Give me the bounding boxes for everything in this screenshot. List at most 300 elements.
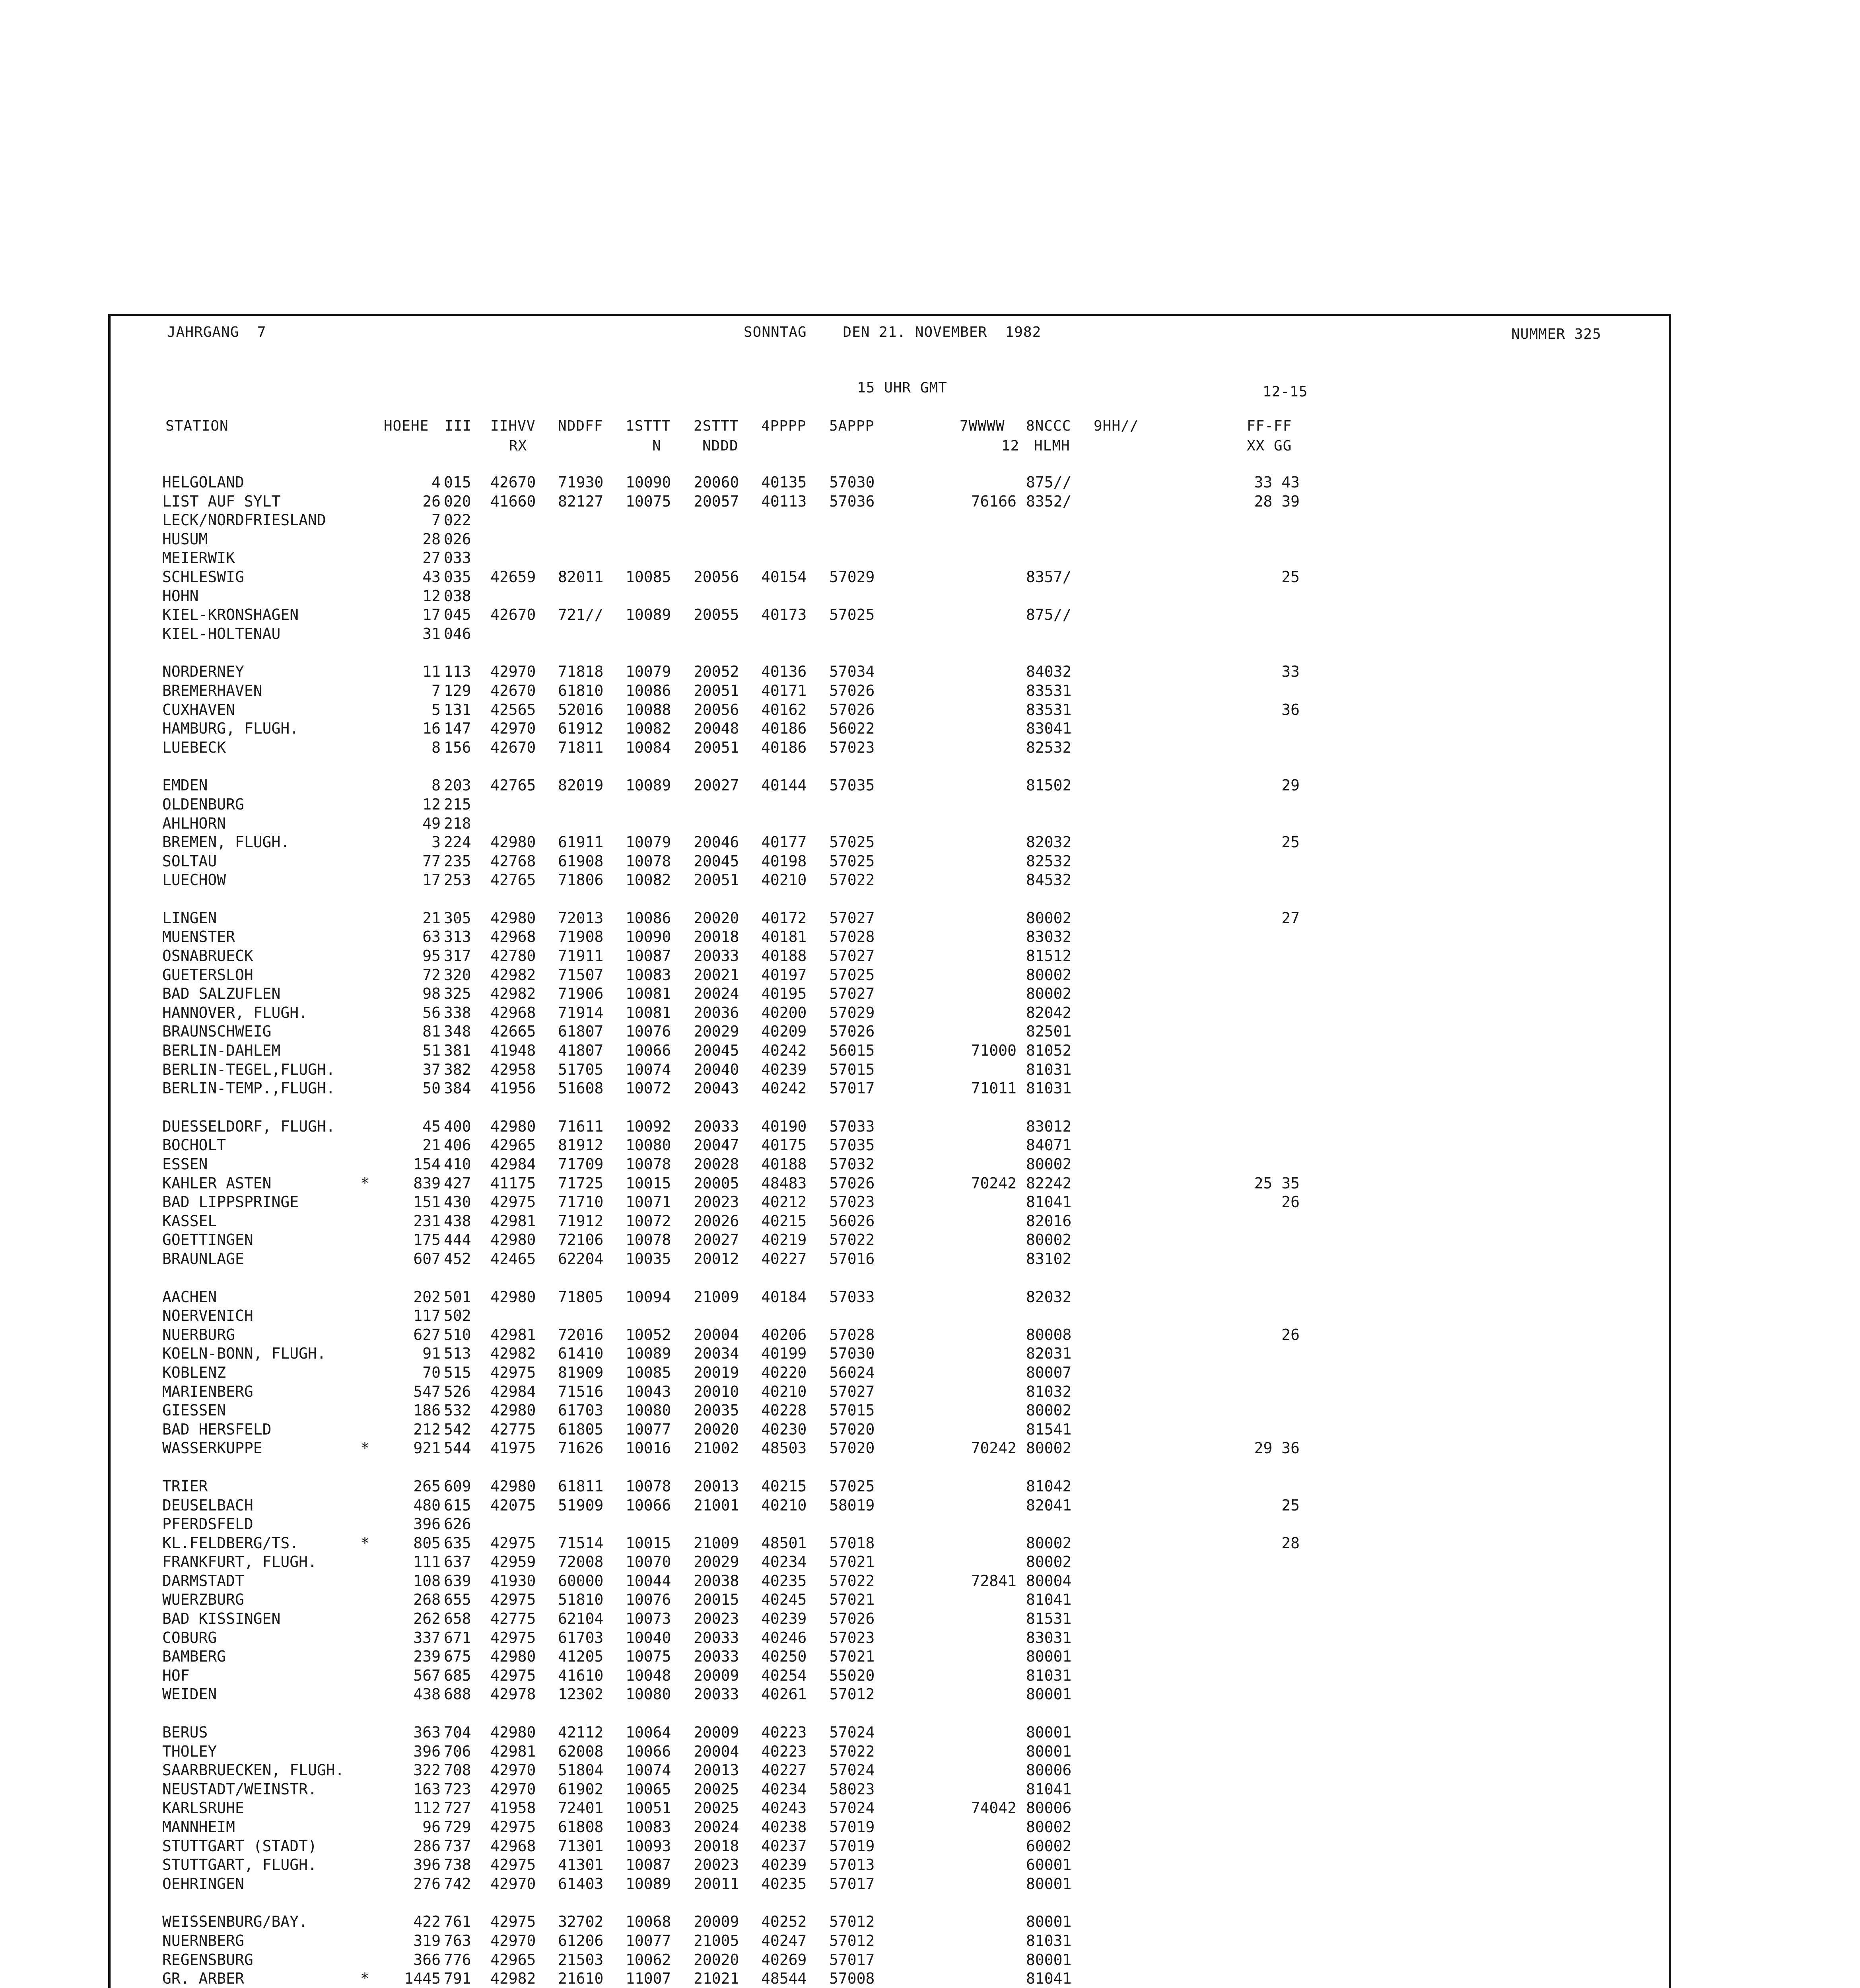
- 8nccc-group: 82031: [1026, 1345, 1072, 1363]
- col-hoehe-header: HOEHE: [384, 418, 429, 434]
- 1sttt-group: 10088: [626, 701, 671, 718]
- 7wwww-group: 70242: [971, 1174, 1016, 1192]
- table-row: [162, 511, 1475, 530]
- elevation: 396: [413, 1742, 441, 1760]
- station-index: 544: [444, 1439, 471, 1457]
- ff-gust-group: 25 35: [1254, 1174, 1300, 1192]
- elevation: 202: [413, 1288, 441, 1306]
- 5appp-group: 57022: [829, 871, 875, 889]
- 7wwww-group: 71011: [971, 1079, 1016, 1097]
- station-name: BREMEN, FLUGH.: [162, 833, 290, 851]
- iihvv-group: 42980: [490, 909, 536, 927]
- station-name: HOHN: [162, 587, 199, 605]
- station-index: 430: [444, 1193, 471, 1211]
- 8nccc-group: 60001: [1026, 1856, 1072, 1874]
- 2sttt-group: 20004: [694, 1326, 739, 1343]
- mountain-station-mark: *: [360, 1534, 369, 1552]
- ff-gust-group: 26: [1281, 1193, 1300, 1211]
- table-row: [162, 662, 1475, 681]
- station-group: [162, 662, 1475, 757]
- 1sttt-group: 10087: [626, 1856, 671, 1874]
- 2sttt-group: 20051: [694, 738, 739, 756]
- table-row: [162, 568, 1475, 587]
- iihvv-group: 42659: [490, 568, 536, 586]
- iihvv-group: 42670: [490, 474, 536, 491]
- station-name: HOF: [162, 1666, 190, 1684]
- 8nccc-group: 81512: [1026, 947, 1072, 965]
- 8nccc-group: 82016: [1026, 1212, 1072, 1230]
- 2sttt-group: 20021: [694, 966, 739, 984]
- iihvv-group: 41660: [490, 492, 536, 510]
- iihvv-group: 41175: [490, 1174, 536, 1192]
- station-name: REGENSBURG: [162, 1951, 253, 1969]
- elevation: 567: [413, 1666, 441, 1684]
- nddff-group: 72106: [558, 1231, 604, 1249]
- station-group: [162, 776, 1475, 890]
- table-row: [162, 1477, 1475, 1496]
- 4pppp-group: 40136: [761, 663, 807, 681]
- jahrgang-label: JAHRGANG 7: [167, 324, 266, 340]
- 2sttt-group: 21009: [694, 1288, 739, 1306]
- station-name: LUECHOW: [162, 871, 226, 889]
- 8nccc-group: 80002: [1026, 1553, 1072, 1571]
- 1sttt-group: 10052: [626, 1326, 671, 1343]
- 2sttt-group: 20043: [694, 1079, 739, 1097]
- station-name: WASSERKUPPE: [162, 1439, 262, 1457]
- table-row: [162, 1742, 1475, 1761]
- 5appp-group: 57027: [829, 909, 875, 927]
- table-row: [162, 625, 1475, 644]
- 5appp-group: 57036: [829, 492, 875, 510]
- 5appp-group: 57012: [829, 1913, 875, 1931]
- station-name: HAMBURG, FLUGH.: [162, 720, 299, 738]
- 4pppp-group: 40181: [761, 928, 807, 946]
- table-row: [162, 1666, 1475, 1685]
- nddff-group: 61410: [558, 1345, 604, 1363]
- iihvv-group: 42775: [490, 1610, 536, 1628]
- station-index: 235: [444, 852, 471, 870]
- station-name: MUENSTER: [162, 928, 235, 946]
- 1sttt-group: 10089: [626, 1345, 671, 1363]
- ff-gust-group: 26: [1281, 1326, 1300, 1343]
- col-iihvv-sub: RX: [509, 438, 527, 454]
- table-row: [162, 1761, 1475, 1780]
- iihvv-group: 41975: [490, 1439, 536, 1457]
- 4pppp-group: 40199: [761, 1345, 807, 1363]
- table-row: [162, 1969, 1475, 1988]
- observation-time: 15 UHR GMT: [857, 380, 947, 396]
- iihvv-group: 42975: [490, 1629, 536, 1646]
- table-row: [162, 1799, 1475, 1818]
- nddff-group: 61810: [558, 681, 604, 699]
- ff-gust-group: 36: [1281, 701, 1300, 718]
- 1sttt-group: 10015: [626, 1534, 671, 1552]
- 8nccc-group: 81541: [1026, 1420, 1072, 1438]
- station-index: 510: [444, 1326, 471, 1343]
- elevation: 21: [422, 909, 441, 927]
- station-name: PFERDSFELD: [162, 1515, 253, 1533]
- 8nccc-group: 80002: [1026, 1402, 1072, 1419]
- nddff-group: 61912: [558, 720, 604, 738]
- 1sttt-group: 10082: [626, 720, 671, 738]
- station-name: HANNOVER, FLUGH.: [162, 1004, 308, 1021]
- elevation: 70: [422, 1363, 441, 1381]
- station-index: 706: [444, 1742, 471, 1760]
- station-index: 761: [444, 1913, 471, 1931]
- table-row: [162, 1439, 1475, 1458]
- nddff-group: 61902: [558, 1780, 604, 1798]
- 5appp-group: 56022: [829, 720, 875, 738]
- issue-number: NUMMER 325: [1511, 326, 1602, 342]
- nddff-group: 71710: [558, 1193, 604, 1211]
- iihvv-group: 42980: [490, 1402, 536, 1419]
- col-iihvv-header: IIHVV: [490, 418, 536, 434]
- 8nccc-group: 80002: [1026, 909, 1072, 927]
- 8nccc-group: 84071: [1026, 1136, 1072, 1154]
- elevation: 231: [413, 1212, 441, 1230]
- iihvv-group: 42975: [490, 1193, 536, 1211]
- col-1sttt-header: 1STTT: [626, 418, 671, 434]
- 5appp-group: 57025: [829, 1477, 875, 1495]
- 5appp-group: 57022: [829, 1231, 875, 1249]
- 5appp-group: 57033: [829, 1288, 875, 1306]
- 1sttt-group: 10084: [626, 738, 671, 756]
- 1sttt-group: 10090: [626, 474, 671, 491]
- iihvv-group: 42970: [490, 1761, 536, 1779]
- table-row: [162, 1534, 1475, 1553]
- elevation: 45: [422, 1117, 441, 1135]
- 8nccc-group: 83102: [1026, 1250, 1072, 1268]
- table-row: [162, 871, 1475, 890]
- 5appp-group: 57024: [829, 1761, 875, 1779]
- 2sttt-group: 20029: [694, 1023, 739, 1041]
- nddff-group: 61808: [558, 1818, 604, 1836]
- station-index: 685: [444, 1666, 471, 1684]
- ff-gust-group: 33 43: [1254, 474, 1300, 491]
- station-name: TRIER: [162, 1477, 208, 1495]
- 8nccc-group: 80001: [1026, 1742, 1072, 1760]
- nddff-group: 71911: [558, 947, 604, 965]
- 4pppp-group: 40210: [761, 1496, 807, 1514]
- station-name: LINGEN: [162, 909, 217, 927]
- 4pppp-group: 40239: [761, 1610, 807, 1628]
- 8nccc-group: 81042: [1026, 1477, 1072, 1495]
- table-row: [162, 1382, 1475, 1402]
- nddff-group: 82127: [558, 492, 604, 510]
- 2sttt-group: 20023: [694, 1193, 739, 1211]
- 8nccc-group: 80001: [1026, 1951, 1072, 1969]
- station-index: 203: [444, 777, 471, 794]
- station-name: BAMBERG: [162, 1648, 226, 1666]
- iihvv-group: 41948: [490, 1042, 536, 1060]
- 1sttt-group: 10083: [626, 1818, 671, 1836]
- 5appp-group: 57023: [829, 1629, 875, 1646]
- station-index: 113: [444, 663, 471, 681]
- 4pppp-group: 40235: [761, 1572, 807, 1590]
- 1sttt-group: 10081: [626, 1004, 671, 1021]
- 2sttt-group: 20024: [694, 1818, 739, 1836]
- iihvv-group: 42975: [490, 1818, 536, 1836]
- elevation: 1445: [404, 1970, 441, 1988]
- station-name: BRAUNSCHWEIG: [162, 1023, 272, 1041]
- 1sttt-group: 10016: [626, 1439, 671, 1457]
- 1sttt-group: 10079: [626, 833, 671, 851]
- nddff-group: 71930: [558, 474, 604, 491]
- station-index: 022: [444, 511, 471, 529]
- 5appp-group: 57008: [829, 1970, 875, 1988]
- table-row: [162, 1363, 1475, 1382]
- station-name: AACHEN: [162, 1288, 217, 1306]
- ff-gust-group: 33: [1281, 663, 1300, 681]
- nddff-group: 61908: [558, 852, 604, 870]
- table-row: [162, 1022, 1475, 1041]
- col-1sttt-sub: N: [652, 438, 661, 454]
- station-index: 406: [444, 1136, 471, 1154]
- 2sttt-group: 20027: [694, 777, 739, 794]
- station-name: HUSUM: [162, 530, 208, 548]
- 4pppp-group: 40254: [761, 1666, 807, 1684]
- 5appp-group: 57021: [829, 1648, 875, 1666]
- 1sttt-group: 10066: [626, 1042, 671, 1060]
- iihvv-group: 42980: [490, 1117, 536, 1135]
- station-table: [162, 473, 1475, 1988]
- station-index: 026: [444, 530, 471, 548]
- 4pppp-group: 40234: [761, 1780, 807, 1798]
- station-name: THOLEY: [162, 1742, 217, 1760]
- 2sttt-group: 20047: [694, 1136, 739, 1154]
- iihvv-group: 41956: [490, 1079, 536, 1097]
- 8nccc-group: 83531: [1026, 701, 1072, 718]
- 1sttt-group: 10065: [626, 1780, 671, 1798]
- table-row: [162, 719, 1475, 738]
- table-row: [162, 1288, 1475, 1307]
- 5appp-group: 57027: [829, 947, 875, 965]
- station-index: 382: [444, 1060, 471, 1078]
- iihvv-group: 42465: [490, 1250, 536, 1268]
- station-index: 635: [444, 1534, 471, 1552]
- 4pppp-group: 40238: [761, 1818, 807, 1836]
- nddff-group: 21503: [558, 1951, 604, 1969]
- 4pppp-group: 40252: [761, 1913, 807, 1931]
- table-row: [162, 1231, 1475, 1250]
- table-row: [162, 1951, 1475, 1970]
- iihvv-group: 42981: [490, 1742, 536, 1760]
- 2sttt-group: 20033: [694, 1685, 739, 1703]
- station-name: BERUS: [162, 1724, 208, 1741]
- table-row: [162, 1326, 1475, 1345]
- 5appp-group: 57019: [829, 1837, 875, 1855]
- 8nccc-group: 8357/: [1026, 568, 1072, 586]
- 1sttt-group: 10064: [626, 1724, 671, 1741]
- ff-gust-group: 29 36: [1254, 1439, 1300, 1457]
- iihvv-group: 42670: [490, 606, 536, 624]
- station-index: 224: [444, 833, 471, 851]
- iihvv-group: 42765: [490, 777, 536, 794]
- 1sttt-group: 10081: [626, 985, 671, 1003]
- table-row: [162, 1609, 1475, 1629]
- station-name: OEHRINGEN: [162, 1875, 244, 1893]
- table-row: [162, 701, 1475, 720]
- station-name: BAD SALZUFLEN: [162, 985, 281, 1003]
- 5appp-group: 57029: [829, 568, 875, 586]
- table-row: [162, 473, 1475, 492]
- station-name: WEIDEN: [162, 1685, 217, 1703]
- station-name: KAHLER ASTEN: [162, 1174, 272, 1192]
- elevation: 8: [431, 738, 441, 756]
- 5appp-group: 57023: [829, 738, 875, 756]
- table-row: [162, 966, 1475, 985]
- 2sttt-group: 20051: [694, 871, 739, 889]
- col-station-header: STATION: [165, 418, 229, 434]
- nddff-group: 71914: [558, 1004, 604, 1021]
- 8nccc-group: 80001: [1026, 1724, 1072, 1741]
- station-index: 444: [444, 1231, 471, 1249]
- table-row: [162, 1647, 1475, 1666]
- 5appp-group: 57016: [829, 1250, 875, 1268]
- 5appp-group: 57017: [829, 1951, 875, 1969]
- 4pppp-group: 40239: [761, 1060, 807, 1078]
- col-ff-sub: XX GG: [1247, 438, 1292, 454]
- station-name: KL.FELDBERG/TS.: [162, 1534, 299, 1552]
- station-index: 033: [444, 549, 471, 567]
- table-row: [162, 1307, 1475, 1326]
- 2sttt-group: 20036: [694, 1004, 739, 1021]
- 8nccc-group: 83012: [1026, 1117, 1072, 1135]
- 1sttt-group: 10075: [626, 1648, 671, 1666]
- station-index: 729: [444, 1818, 471, 1836]
- station-group: [162, 1288, 1475, 1458]
- iihvv-group: 42980: [490, 1648, 536, 1666]
- table-row: [162, 1572, 1475, 1591]
- station-name: WUERZBURG: [162, 1591, 244, 1609]
- 5appp-group: 57026: [829, 701, 875, 718]
- iihvv-group: 42981: [490, 1326, 536, 1343]
- elevation: 239: [413, 1648, 441, 1666]
- elevation: 81: [422, 1023, 441, 1041]
- nddff-group: 41807: [558, 1042, 604, 1060]
- elevation: 17: [422, 606, 441, 624]
- station-index: 129: [444, 681, 471, 699]
- 4pppp-group: 40237: [761, 1837, 807, 1855]
- station-index: 723: [444, 1780, 471, 1798]
- 4pppp-group: 40261: [761, 1685, 807, 1703]
- 7wwww-group: 72841: [971, 1572, 1016, 1590]
- station-index: 381: [444, 1042, 471, 1060]
- iihvv-group: 42981: [490, 1212, 536, 1230]
- 5appp-group: 55020: [829, 1666, 875, 1684]
- 2sttt-group: 20028: [694, 1155, 739, 1173]
- station-index: 675: [444, 1648, 471, 1666]
- station-name: BERLIN-TEMP.,FLUGH.: [162, 1079, 335, 1097]
- station-name: BAD HERSFELD: [162, 1420, 272, 1438]
- 4pppp-group: 40200: [761, 1004, 807, 1021]
- station-name: BRAUNLAGE: [162, 1250, 244, 1268]
- 2sttt-group: 20020: [694, 909, 739, 927]
- elevation: 98: [422, 985, 441, 1003]
- elevation: 63: [422, 928, 441, 946]
- table-row: [162, 1155, 1475, 1174]
- 5appp-group: 57030: [829, 1345, 875, 1363]
- iihvv-group: 42075: [490, 1496, 536, 1514]
- nddff-group: 71908: [558, 928, 604, 946]
- nddff-group: 71709: [558, 1155, 604, 1173]
- 5appp-group: 57025: [829, 966, 875, 984]
- 2sttt-group: 20045: [694, 1042, 739, 1060]
- station-name: ESSEN: [162, 1155, 208, 1173]
- table-row: [162, 1875, 1475, 1894]
- col-8nccc-sub: HLMH: [1034, 438, 1070, 454]
- nddff-group: 21610: [558, 1970, 604, 1988]
- iihvv-group: 42975: [490, 1534, 536, 1552]
- station-name: DEUSELBACH: [162, 1496, 253, 1514]
- 1sttt-group: 11007: [626, 1970, 671, 1988]
- 5appp-group: 57022: [829, 1742, 875, 1760]
- table-row: [162, 1079, 1475, 1098]
- iihvv-group: 42982: [490, 1970, 536, 1988]
- elevation: 28: [422, 530, 441, 548]
- table-row: [162, 984, 1475, 1004]
- nddff-group: 71626: [558, 1439, 604, 1457]
- elevation: 49: [422, 814, 441, 832]
- elevation: 480: [413, 1496, 441, 1514]
- 1sttt-group: 10083: [626, 966, 671, 984]
- 2sttt-group: 20033: [694, 1117, 739, 1135]
- 8nccc-group: 80001: [1026, 1875, 1072, 1893]
- 8nccc-group: 80002: [1026, 985, 1072, 1003]
- 4pppp-group: 40198: [761, 852, 807, 870]
- station-index: 320: [444, 966, 471, 984]
- 4pppp-group: 40239: [761, 1856, 807, 1874]
- iihvv-group: 42970: [490, 1932, 536, 1949]
- station-index: 639: [444, 1572, 471, 1590]
- elevation: 51: [422, 1042, 441, 1060]
- elevation: 163: [413, 1780, 441, 1798]
- 7wwww-group: 76166: [971, 492, 1016, 510]
- station-index: 317: [444, 947, 471, 965]
- 1sttt-group: 10080: [626, 1136, 671, 1154]
- table-row: [162, 681, 1475, 701]
- elevation: 154: [413, 1155, 441, 1173]
- 5appp-group: 58019: [829, 1496, 875, 1514]
- 1sttt-group: 10077: [626, 1932, 671, 1949]
- 5appp-group: 57028: [829, 928, 875, 946]
- station-name: HELGOLAND: [162, 474, 244, 491]
- iihvv-group: 42965: [490, 1136, 536, 1154]
- nddff-group: 41610: [558, 1666, 604, 1684]
- iihvv-group: 42980: [490, 1477, 536, 1495]
- 5appp-group: 57013: [829, 1856, 875, 1874]
- nddff-group: 72401: [558, 1799, 604, 1817]
- elevation: 72: [422, 966, 441, 984]
- 4pppp-group: 40186: [761, 720, 807, 738]
- 5appp-group: 57020: [829, 1420, 875, 1438]
- 1sttt-group: 10062: [626, 1951, 671, 1969]
- 2sttt-group: 21005: [694, 1932, 739, 1949]
- nddff-group: 61805: [558, 1420, 604, 1438]
- station-name: BREMERHAVEN: [162, 681, 262, 699]
- table-row: [162, 1212, 1475, 1231]
- 5appp-group: 57034: [829, 663, 875, 681]
- elevation: 839: [413, 1174, 441, 1192]
- 4pppp-group: 48544: [761, 1970, 807, 1988]
- 1sttt-group: 10085: [626, 568, 671, 586]
- nddff-group: 51909: [558, 1496, 604, 1514]
- 4pppp-group: 40245: [761, 1591, 807, 1609]
- station-index: 452: [444, 1250, 471, 1268]
- 2sttt-group: 20025: [694, 1780, 739, 1798]
- station-name: DUESSELDORF, FLUGH.: [162, 1117, 335, 1135]
- nddff-group: 61807: [558, 1023, 604, 1041]
